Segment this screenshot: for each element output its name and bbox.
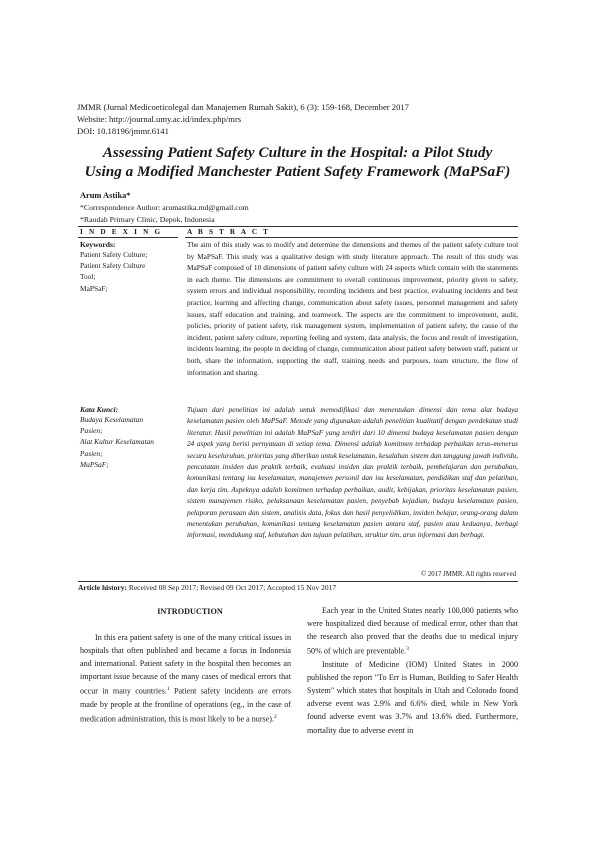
citation-ref: 3: [406, 646, 409, 653]
history-label: Article history:: [78, 583, 127, 592]
indexing-heading: I N D E X I N G: [80, 228, 163, 236]
indexing-rule: [78, 237, 178, 238]
keywords-id-heading: Kata Kunci:: [80, 405, 119, 414]
journal-doi: DOI: 10.18196/jmmr.6141: [77, 126, 169, 136]
keyword-item: MaPSaF;: [80, 283, 108, 293]
history-rule: [78, 581, 518, 582]
top-rule: [78, 226, 518, 227]
article-title-line-1: Assessing Patient Safety Culture in the Hospital: a Pilot Study: [102, 144, 493, 161]
keyword-item: Alat Kultur Keselamatan: [80, 437, 154, 447]
citation-ref: 1: [166, 686, 170, 693]
introduction-heading: INTRODUCTION: [157, 607, 223, 616]
keyword-item: Patient Safety Culture: [80, 261, 146, 271]
correspondence-line: *Correspondence Author: arumastika.md@gmail.com: [80, 203, 249, 212]
abstract-english: The aim of this study was to modify and determine the dimensions and themes of the patient safety culture tool by MaPSaF. This study was a qualitative design with study literature approach. The result of this study was MaPSaF composed of 10 dimensions of patient safety culture with 24 aspects which contain with the statements in each theme. The dimensions are commitment to overall continuous improvement, priority given to safety, system errors and individual responsibility, recording incidents and best practice, evaluating incidents and best practice, learning and affecting change, communication about safety issues, personnel management and safety issues, staff education and training, and teamwork. The aspects are the commitment to improvement, audit, policies, priority of patient safety, risk management system, implementation of patient safety, the cause of the incident, patient safety culture, reporting feeling and system, data analysis, the focus and result of investigation, incidents learning, the people in deciding of change, communication about patient safety between staff, patient or both, share the information, supporting the staff, training needs and purposes, team structure, the flow of information and sharing.: [187, 240, 518, 377]
journal-website: Website: http://journal.umy.ac.id/index.php/mrs: [77, 114, 242, 124]
keyword-item: MaPSaF;: [80, 459, 109, 469]
citation-ref: 2: [274, 714, 277, 721]
copyright-notice: © 2017 JMMR. All rights reserved: [420, 571, 516, 578]
keywords-id-block: [80, 405, 180, 470]
affiliation-line: *Raudah Primary Clinic, Depok, Indonesia: [80, 215, 215, 224]
keywords-en-block: [80, 240, 180, 294]
keyword-item: Pasien;: [80, 426, 103, 436]
history-dates: Received 08 Sep 2017; Revised 09 Oct 2017; Accepted 15 Nov 2017: [126, 583, 337, 592]
keyword-item: Budaya Keselamatan: [80, 415, 144, 424]
intro-text: Patient safety incidents are errors made by people at the frontline of operations (eg., in the case of medication administration, this is most likely to be a nurse).: [80, 687, 291, 724]
intro-left-column: [80, 631, 291, 726]
intro-paragraph: [307, 604, 518, 658]
intro-right-column: [307, 604, 518, 737]
intro-text: In this era patient safety is one of the many critical issues in hospitals that often published and became a focus in Indonesia and international. Patient safety in the hospital then becomes an important issue because of the many cases of medical errors that occur in many countries.: [80, 633, 291, 697]
author-name: Arum Astika*: [80, 191, 131, 200]
keyword-item: Patient Safety Culture;: [80, 250, 148, 259]
intro-text: Each year in the United States nearly 100,000 patients who were hospitalized died because of medical error, other than that the research also proved that the deaths due to medical injury 50% of which are preventable.: [307, 606, 518, 656]
intro-paragraph: [80, 631, 291, 726]
keyword-item: Tool;: [80, 272, 96, 282]
journal-citation: JMMR (Jurnal Medicoeticolegal dan Manajemen Rumah Sakit), 6 (3): 159-168, December 2017: [77, 102, 409, 112]
keywords-en-heading: Keywords:: [80, 240, 116, 249]
abstract-indonesian: Tujuan dari penelitian ini adalah untuk memodifikasi dan menentukan dimensi dan tema alat budaya keselamatan pasien oleh MaPSaF. Metode yang digunakan adalah penelitian kualitatif dengan pendekatan studi literatur. Hasil penelitian ini adalah MaPSaF yang terdiri dari 10 dimensi budaya keselamatan pasien dengan 24 aspek yang berisi pernyataan di setiap tema. Dimensi adalah komitmen terhadap perbaikan terus-menerus secara keseluruhan, prioritas yang diberikan untuk keselamatan, kesalahan sistem dan tanggung jawab individu, pencatatan insiden dan praktik terbaik, evaluasi insiden dan praktik terbaik, pembelajaran dan perubahan, komunikasi tentang isu keselamatan, manajemen personil dan isu keselamatan, pendidikan staf dan pelatihan, dan kerja tim. Aspeknya adalah komitmen terhadap perbaikan, audit, kebijakan, prioritas keselamatan pasien, sistem manajemen risiko, pelaksanaan keselamatan pasien, penyebab kejadian, budaya keselamatan pasien, pelaporan perasaan dan sistem, analisis data, fokus dan hasil penyelidikan, insiden belajar, orang-orang dalam menentukan perubahan, komunikasi tentang keselamatan pasien antara staf, pasien atau keduanya, berbagi informasi, mendukung staf, kebutuhan dan tujuan pelatihan, struktur tim, arus informasi dan berbagi.: [187, 405, 518, 540]
article-title-line-2: Using a Modified Manchester Patient Safety Framework (MaPSaF): [84, 162, 511, 180]
abstract-heading: A B S T R A C T: [187, 228, 271, 236]
abstract-rule: [185, 237, 518, 238]
intro-paragraph: Institute of Medicine (IOM) United States in 2000 published the report "To Err is Human, Building to Safer Health System" which states that hospitals in Utah and Colorado found adverse event was 2.9% and 6.6% died, while in New York found adverse event was 3.7% and 13.6% died. Furthermore, mortality due to adverse event in: [307, 660, 518, 735]
article-history: [78, 583, 336, 592]
keyword-item: Pasien;: [80, 448, 103, 458]
article-title: [60, 144, 535, 181]
